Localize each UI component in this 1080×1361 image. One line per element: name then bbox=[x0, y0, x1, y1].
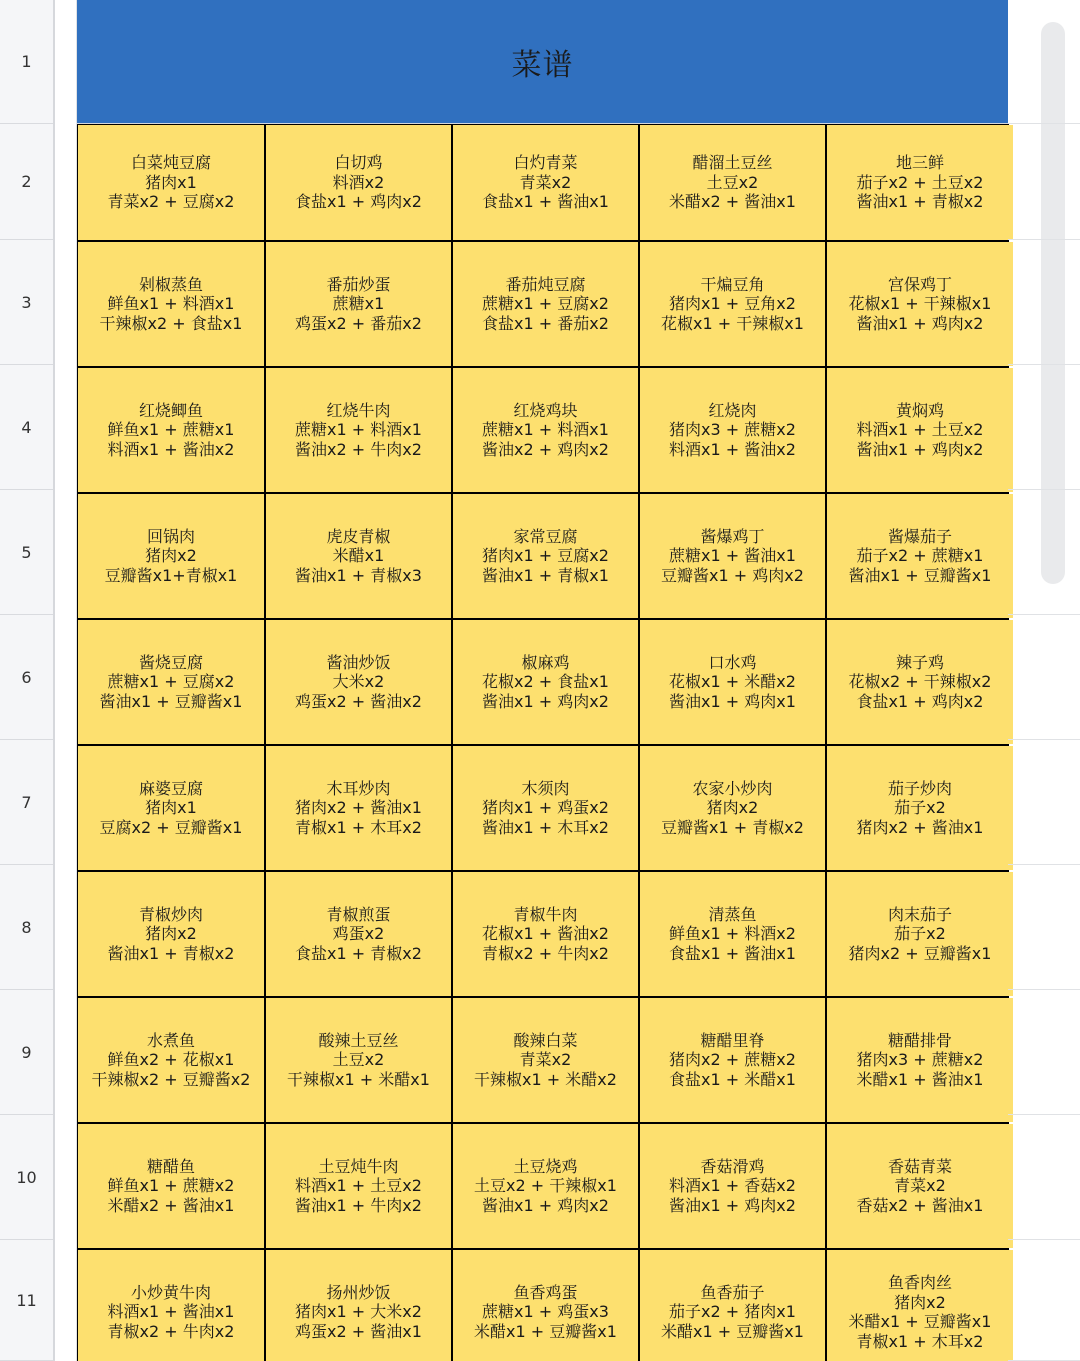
row-header[interactable]: 8 bbox=[0, 865, 53, 990]
ingredient-line: 猪肉x2 bbox=[145, 924, 197, 944]
ingredient-line: 土豆x2 bbox=[706, 172, 759, 192]
ingredient-line: 花椒x1 + 干辣椒x1 bbox=[661, 313, 804, 333]
recipe-cell[interactable] bbox=[640, 494, 825, 618]
gridline bbox=[1008, 1239, 1080, 1240]
ingredient-line: 鸡蛋x2 bbox=[332, 924, 385, 944]
recipe-name: 辣子鸡 bbox=[895, 652, 944, 672]
ingredient-line: 猪肉x2 + 酱油x1 bbox=[295, 798, 422, 818]
recipe-cell[interactable] bbox=[640, 368, 825, 492]
recipe-cell[interactable] bbox=[453, 1124, 638, 1248]
recipe-cell[interactable] bbox=[827, 368, 1013, 492]
ingredient-line: 酱油x2 + 鸡肉x2 bbox=[482, 439, 609, 459]
recipe-name: 茄子炒肉 bbox=[887, 778, 952, 798]
ingredient-line: 酱油x1 + 鸡肉x1 bbox=[669, 691, 796, 711]
ingredient-line: 猪肉x2 bbox=[706, 798, 759, 818]
gridline bbox=[1008, 614, 1080, 615]
ingredient-line: 猪肉x2 bbox=[894, 1292, 946, 1312]
ingredient-line: 猪肉x3 + 蔗糖x2 bbox=[856, 1050, 984, 1070]
recipe-name: 宫保鸡丁 bbox=[887, 274, 952, 294]
recipe-name: 土豆炖牛肉 bbox=[318, 1156, 399, 1176]
recipe-name: 清蒸鱼 bbox=[708, 904, 757, 924]
ingredient-line: 猪肉x1 + 鸡蛋x2 bbox=[482, 798, 609, 818]
recipe-cell[interactable] bbox=[453, 242, 638, 366]
recipe-cell[interactable] bbox=[453, 1250, 638, 1361]
recipe-name: 青椒牛肉 bbox=[513, 904, 578, 924]
ingredient-line: 大米x2 bbox=[332, 672, 385, 692]
recipe-cell[interactable] bbox=[453, 872, 638, 996]
recipe-cell[interactable] bbox=[640, 998, 825, 1122]
ingredient-line: 料酒x1 + 香菇x2 bbox=[669, 1176, 796, 1196]
gridline bbox=[1008, 989, 1080, 990]
recipe-cell[interactable] bbox=[640, 872, 825, 996]
ingredient-line: 猪肉x1 + 豆角x2 bbox=[669, 294, 796, 314]
ingredient-line: 料酒x1 + 酱油x2 bbox=[669, 439, 796, 459]
recipe-cell[interactable] bbox=[78, 125, 264, 240]
recipe-cell[interactable] bbox=[78, 872, 264, 996]
title-cell[interactable] bbox=[77, 0, 1008, 123]
ingredient-line: 酱油x1 + 鸡肉x2 bbox=[669, 1195, 796, 1215]
ingredient-line: 食盐x1 + 酱油x1 bbox=[482, 192, 609, 212]
ingredient-line: 酱油x1 + 豆瓣酱x1 bbox=[848, 565, 992, 585]
recipe-cell[interactable] bbox=[827, 998, 1013, 1122]
ingredient-line: 米醋x1 + 豆瓣酱x1 bbox=[661, 1321, 804, 1341]
ingredient-line: 茄子x2 bbox=[894, 924, 946, 944]
recipe-cell[interactable] bbox=[453, 620, 638, 744]
recipe-name: 鱼香肉丝 bbox=[887, 1273, 952, 1292]
recipe-name: 青椒炒肉 bbox=[138, 904, 203, 924]
ingredient-line: 蔗糖x1 + 料酒x1 bbox=[482, 420, 609, 440]
ingredient-line: 酱油x1 + 鸡肉x2 bbox=[856, 313, 984, 333]
ingredient-line: 猪肉x2 + 豆瓣酱x1 bbox=[848, 943, 992, 963]
gridline bbox=[1008, 489, 1080, 490]
gridline bbox=[1008, 364, 1080, 365]
ingredient-line: 米醋x1 + 豆瓣酱x1 bbox=[848, 1312, 992, 1331]
recipe-name: 香菇滑鸡 bbox=[700, 1156, 765, 1176]
row-header[interactable]: 3 bbox=[0, 240, 53, 365]
ingredient-line: 鸡蛋x2 + 酱油x1 bbox=[295, 1321, 422, 1341]
recipe-name: 黄焖鸡 bbox=[895, 400, 944, 420]
recipe-cell[interactable] bbox=[827, 746, 1013, 870]
row-header[interactable]: 9 bbox=[0, 990, 53, 1115]
ingredient-line: 豆腐x2 + 豆瓣酱x1 bbox=[99, 817, 243, 837]
ingredient-line: 蔗糖x1 + 豆腐x2 bbox=[107, 672, 235, 692]
recipe-cell[interactable] bbox=[640, 1250, 825, 1361]
row-header-column bbox=[0, 0, 55, 1361]
row-header[interactable]: 4 bbox=[0, 365, 53, 490]
recipe-cell[interactable] bbox=[640, 746, 825, 870]
recipe-cell[interactable] bbox=[640, 1124, 825, 1248]
ingredient-line: 食盐x1 + 酱油x1 bbox=[669, 943, 796, 963]
recipe-cell[interactable] bbox=[78, 998, 264, 1122]
recipe-cell[interactable] bbox=[78, 242, 264, 366]
ingredient-line: 酱油x2 + 牛肉x2 bbox=[295, 439, 422, 459]
recipe-name: 番茄炒蛋 bbox=[326, 274, 391, 294]
recipe-name: 土豆烧鸡 bbox=[513, 1156, 578, 1176]
recipe-cell[interactable] bbox=[827, 1250, 1013, 1361]
ingredient-line: 米醋x1 bbox=[332, 546, 385, 566]
recipe-name: 糖醋鱼 bbox=[146, 1156, 195, 1176]
recipe-cell[interactable] bbox=[453, 494, 638, 618]
recipe-name: 红烧鲫鱼 bbox=[138, 400, 203, 420]
ingredient-line: 鲜鱼x1 + 蔗糖x1 bbox=[107, 420, 235, 440]
ingredient-line: 青菜x2 bbox=[519, 1050, 572, 1070]
recipe-name: 水煮鱼 bbox=[146, 1030, 195, 1050]
recipe-name: 干煸豆角 bbox=[700, 274, 765, 294]
ingredient-line: 青椒x1 + 木耳x2 bbox=[856, 1331, 984, 1351]
ingredient-line: 猪肉x2 + 蔗糖x2 bbox=[669, 1050, 796, 1070]
gridline bbox=[1008, 123, 1080, 124]
gridline bbox=[1008, 864, 1080, 865]
ingredient-line: 蔗糖x1 + 豆腐x2 bbox=[482, 294, 609, 314]
recipe-name: 红烧肉 bbox=[708, 400, 757, 420]
recipe-cell[interactable] bbox=[266, 998, 451, 1122]
recipe-cell[interactable] bbox=[640, 242, 825, 366]
recipe-name: 麻婆豆腐 bbox=[138, 778, 203, 798]
recipe-name: 扬州炒饭 bbox=[326, 1282, 391, 1302]
ingredient-line: 猪肉x1 + 大米x2 bbox=[295, 1302, 422, 1322]
ingredient-line: 青椒x2 + 牛肉x2 bbox=[482, 943, 609, 963]
ingredient-line: 茄子x2 bbox=[894, 798, 946, 818]
recipe-name: 香菇青菜 bbox=[887, 1156, 952, 1176]
ingredient-line: 香菇x2 + 酱油x1 bbox=[856, 1195, 984, 1215]
recipe-cell[interactable] bbox=[640, 620, 825, 744]
ingredient-line: 料酒x1 + 土豆x2 bbox=[295, 1176, 422, 1196]
ingredient-line: 青菜x2 bbox=[519, 172, 572, 192]
row-header[interactable]: 1 bbox=[0, 0, 53, 124]
recipe-name: 木耳炒肉 bbox=[326, 778, 391, 798]
recipe-name: 酱油炒饭 bbox=[326, 652, 391, 672]
recipe-cell[interactable] bbox=[827, 494, 1013, 618]
recipe-name: 红烧鸡块 bbox=[513, 400, 578, 420]
recipe-cell[interactable] bbox=[78, 1124, 264, 1248]
recipe-cell[interactable] bbox=[78, 746, 264, 870]
ingredient-line: 酱油x1 + 青椒x2 bbox=[107, 943, 235, 963]
recipe-name: 小炒黄牛肉 bbox=[130, 1282, 211, 1302]
ingredient-line: 猪肉x1 bbox=[145, 172, 197, 192]
recipe-cell[interactable] bbox=[827, 872, 1013, 996]
recipe-cell[interactable] bbox=[266, 620, 451, 744]
ingredient-line: 茄子x2 + 猪肉x1 bbox=[669, 1302, 796, 1322]
ingredient-line: 猪肉x2 bbox=[145, 546, 197, 566]
recipe-grid bbox=[77, 124, 1009, 1361]
ingredient-line: 鲜鱼x1 + 蔗糖x2 bbox=[107, 1176, 235, 1196]
ingredient-line: 料酒x1 + 酱油x1 bbox=[107, 1302, 235, 1322]
ingredient-line: 干辣椒x2 + 豆瓣酱x2 bbox=[91, 1069, 251, 1089]
recipe-cell[interactable] bbox=[453, 746, 638, 870]
recipe-cell[interactable] bbox=[266, 1124, 451, 1248]
ingredient-line: 猪肉x2 + 酱油x1 bbox=[856, 817, 984, 837]
ingredient-line: 食盐x1 + 番茄x2 bbox=[482, 313, 609, 333]
recipe-name: 醋溜土豆丝 bbox=[692, 153, 773, 173]
recipe-name: 鱼香鸡蛋 bbox=[513, 1282, 578, 1302]
ingredient-line: 猪肉x3 + 蔗糖x2 bbox=[669, 420, 796, 440]
ingredient-line: 干辣椒x1 + 米醋x1 bbox=[287, 1069, 430, 1089]
recipe-name: 酱爆鸡丁 bbox=[700, 526, 765, 546]
ingredient-line: 鸡蛋x2 + 番茄x2 bbox=[295, 313, 422, 333]
ingredient-line: 鲜鱼x2 + 花椒x1 bbox=[107, 1050, 235, 1070]
recipe-cell[interactable] bbox=[453, 368, 638, 492]
recipe-cell[interactable] bbox=[266, 872, 451, 996]
recipe-name: 鱼香茄子 bbox=[700, 1282, 765, 1302]
vertical-scrollbar[interactable] bbox=[1041, 22, 1065, 584]
recipe-cell[interactable] bbox=[827, 620, 1013, 744]
recipe-name: 虎皮青椒 bbox=[326, 526, 391, 546]
ingredient-line: 食盐x1 + 青椒x2 bbox=[295, 943, 422, 963]
recipe-name: 酱烧豆腐 bbox=[138, 652, 203, 672]
ingredient-line: 猪肉x1 + 豆腐x2 bbox=[482, 546, 609, 566]
ingredient-line: 花椒x2 + 食盐x1 bbox=[482, 672, 609, 692]
recipe-cell[interactable] bbox=[266, 125, 451, 240]
ingredient-line: 豆瓣酱x1+青椒x1 bbox=[104, 565, 238, 585]
ingredient-line: 酱油x1 + 鸡肉x2 bbox=[482, 1195, 609, 1215]
ingredient-line: 土豆x2 bbox=[332, 1050, 385, 1070]
row-header[interactable]: 6 bbox=[0, 615, 53, 740]
recipe-name: 番茄炖豆腐 bbox=[505, 274, 586, 294]
ingredient-line: 料酒x1 + 酱油x2 bbox=[107, 439, 235, 459]
ingredient-line: 豆瓣酱x1 + 青椒x2 bbox=[661, 817, 804, 837]
row-header[interactable]: 10 bbox=[0, 1115, 53, 1240]
recipe-cell[interactable] bbox=[266, 1250, 451, 1361]
ingredient-line: 土豆x2 + 干辣椒x1 bbox=[474, 1176, 617, 1196]
recipe-cell[interactable] bbox=[266, 494, 451, 618]
gridline bbox=[1008, 1114, 1080, 1115]
recipe-name: 白菜炖豆腐 bbox=[130, 153, 211, 173]
ingredient-line: 蔗糖x1 + 鸡蛋x3 bbox=[482, 1302, 609, 1322]
ingredient-line: 酱油x1 + 青椒x2 bbox=[856, 192, 984, 212]
ingredient-line: 酱油x1 + 牛肉x2 bbox=[295, 1195, 422, 1215]
ingredient-line: 鸡蛋x2 + 酱油x2 bbox=[295, 691, 422, 711]
ingredient-line: 酱油x1 + 青椒x3 bbox=[295, 565, 422, 585]
recipe-name: 酸辣土豆丝 bbox=[318, 1030, 399, 1050]
ingredient-line: 米醋x2 + 酱油x1 bbox=[669, 192, 796, 212]
recipe-name: 糖醋排骨 bbox=[887, 1030, 952, 1050]
ingredient-line: 酱油x1 + 豆瓣酱x1 bbox=[99, 691, 243, 711]
recipe-name: 糖醋里脊 bbox=[700, 1030, 765, 1050]
ingredient-line: 花椒x1 + 酱油x2 bbox=[482, 924, 609, 944]
row-header[interactable]: 11 bbox=[0, 1240, 53, 1361]
recipe-name: 酸辣白菜 bbox=[513, 1030, 578, 1050]
recipe-cell[interactable] bbox=[78, 1250, 264, 1361]
ingredient-line: 料酒x1 + 土豆x2 bbox=[856, 420, 984, 440]
ingredient-line: 青菜x2 bbox=[894, 1176, 946, 1196]
recipe-cell[interactable] bbox=[453, 125, 638, 240]
ingredient-line: 食盐x1 + 米醋x1 bbox=[669, 1069, 796, 1089]
ingredient-line: 蔗糖x1 + 料酒x1 bbox=[295, 420, 422, 440]
ingredient-line: 青菜x2 + 豆腐x2 bbox=[107, 192, 235, 212]
row-header[interactable]: 7 bbox=[0, 740, 53, 865]
ingredient-line: 花椒x1 + 干辣椒x1 bbox=[848, 294, 992, 314]
gridline bbox=[1008, 739, 1080, 740]
ingredient-line: 蔗糖x1 + 酱油x1 bbox=[669, 546, 796, 566]
ingredient-line: 酱油x1 + 鸡肉x2 bbox=[856, 439, 984, 459]
page-title: 菜谱 bbox=[511, 47, 574, 83]
ingredient-line: 料酒x2 bbox=[332, 172, 385, 192]
ingredient-line: 青椒x2 + 牛肉x2 bbox=[107, 1321, 235, 1341]
ingredient-line: 茄子x2 + 蔗糖x1 bbox=[856, 546, 984, 566]
recipe-cell[interactable] bbox=[78, 368, 264, 492]
recipe-cell[interactable] bbox=[266, 242, 451, 366]
ingredient-line: 酱油x1 + 青椒x1 bbox=[482, 565, 609, 585]
ingredient-line: 米醋x1 + 豆瓣酱x1 bbox=[474, 1321, 617, 1341]
recipe-cell[interactable] bbox=[266, 368, 451, 492]
recipe-cell[interactable] bbox=[78, 494, 264, 618]
recipe-cell[interactable] bbox=[78, 620, 264, 744]
recipe-cell[interactable] bbox=[640, 125, 825, 240]
recipe-cell[interactable] bbox=[827, 125, 1013, 240]
recipe-name: 白灼青菜 bbox=[513, 153, 578, 173]
ingredient-line: 鲜鱼x1 + 料酒x1 bbox=[107, 294, 235, 314]
recipe-name: 木须肉 bbox=[521, 778, 570, 798]
ingredient-line: 鲜鱼x1 + 料酒x2 bbox=[669, 924, 796, 944]
ingredient-line: 干辣椒x2 + 食盐x1 bbox=[99, 313, 243, 333]
recipe-name: 地三鲜 bbox=[895, 153, 944, 173]
recipe-name: 家常豆腐 bbox=[513, 526, 578, 546]
ingredient-line: 酱油x1 + 木耳x2 bbox=[482, 817, 609, 837]
gridline bbox=[1008, 239, 1080, 240]
recipe-name: 农家小炒肉 bbox=[692, 778, 773, 798]
recipe-name: 酱爆茄子 bbox=[887, 526, 952, 546]
ingredient-line: 酱油x1 + 鸡肉x2 bbox=[482, 691, 609, 711]
recipe-cell[interactable] bbox=[453, 998, 638, 1122]
recipe-name: 剁椒蒸鱼 bbox=[138, 274, 203, 294]
recipe-name: 椒麻鸡 bbox=[521, 652, 570, 672]
recipe-name: 口水鸡 bbox=[708, 652, 757, 672]
ingredient-line: 花椒x2 + 干辣椒x2 bbox=[848, 672, 992, 692]
row-header[interactable]: 2 bbox=[0, 124, 53, 240]
ingredient-line: 食盐x1 + 鸡肉x2 bbox=[295, 192, 422, 212]
ingredient-line: 豆瓣酱x1 + 鸡肉x2 bbox=[661, 565, 804, 585]
ingredient-line: 茄子x2 + 土豆x2 bbox=[856, 172, 984, 192]
ingredient-line: 干辣椒x1 + 米醋x2 bbox=[474, 1069, 617, 1089]
recipe-name: 肉末茄子 bbox=[887, 904, 952, 924]
ingredient-line: 花椒x1 + 米醋x2 bbox=[669, 672, 796, 692]
recipe-name: 青椒煎蛋 bbox=[326, 904, 391, 924]
recipe-name: 白切鸡 bbox=[334, 153, 383, 173]
ingredient-line: 猪肉x1 bbox=[145, 798, 197, 818]
row-header[interactable]: 5 bbox=[0, 490, 53, 615]
ingredient-line: 米醋x1 + 酱油x1 bbox=[856, 1069, 984, 1089]
recipe-cell[interactable] bbox=[266, 746, 451, 870]
ingredient-line: 青椒x1 + 木耳x2 bbox=[295, 817, 422, 837]
recipe-cell[interactable] bbox=[827, 1124, 1013, 1248]
ingredient-line: 蔗糖x1 bbox=[332, 294, 385, 314]
ingredient-line: 米醋x2 + 酱油x1 bbox=[107, 1195, 235, 1215]
recipe-name: 红烧牛肉 bbox=[326, 400, 391, 420]
recipe-cell[interactable] bbox=[827, 242, 1013, 366]
ingredient-line: 食盐x1 + 鸡肉x2 bbox=[856, 691, 984, 711]
recipe-name: 回锅肉 bbox=[146, 526, 195, 546]
